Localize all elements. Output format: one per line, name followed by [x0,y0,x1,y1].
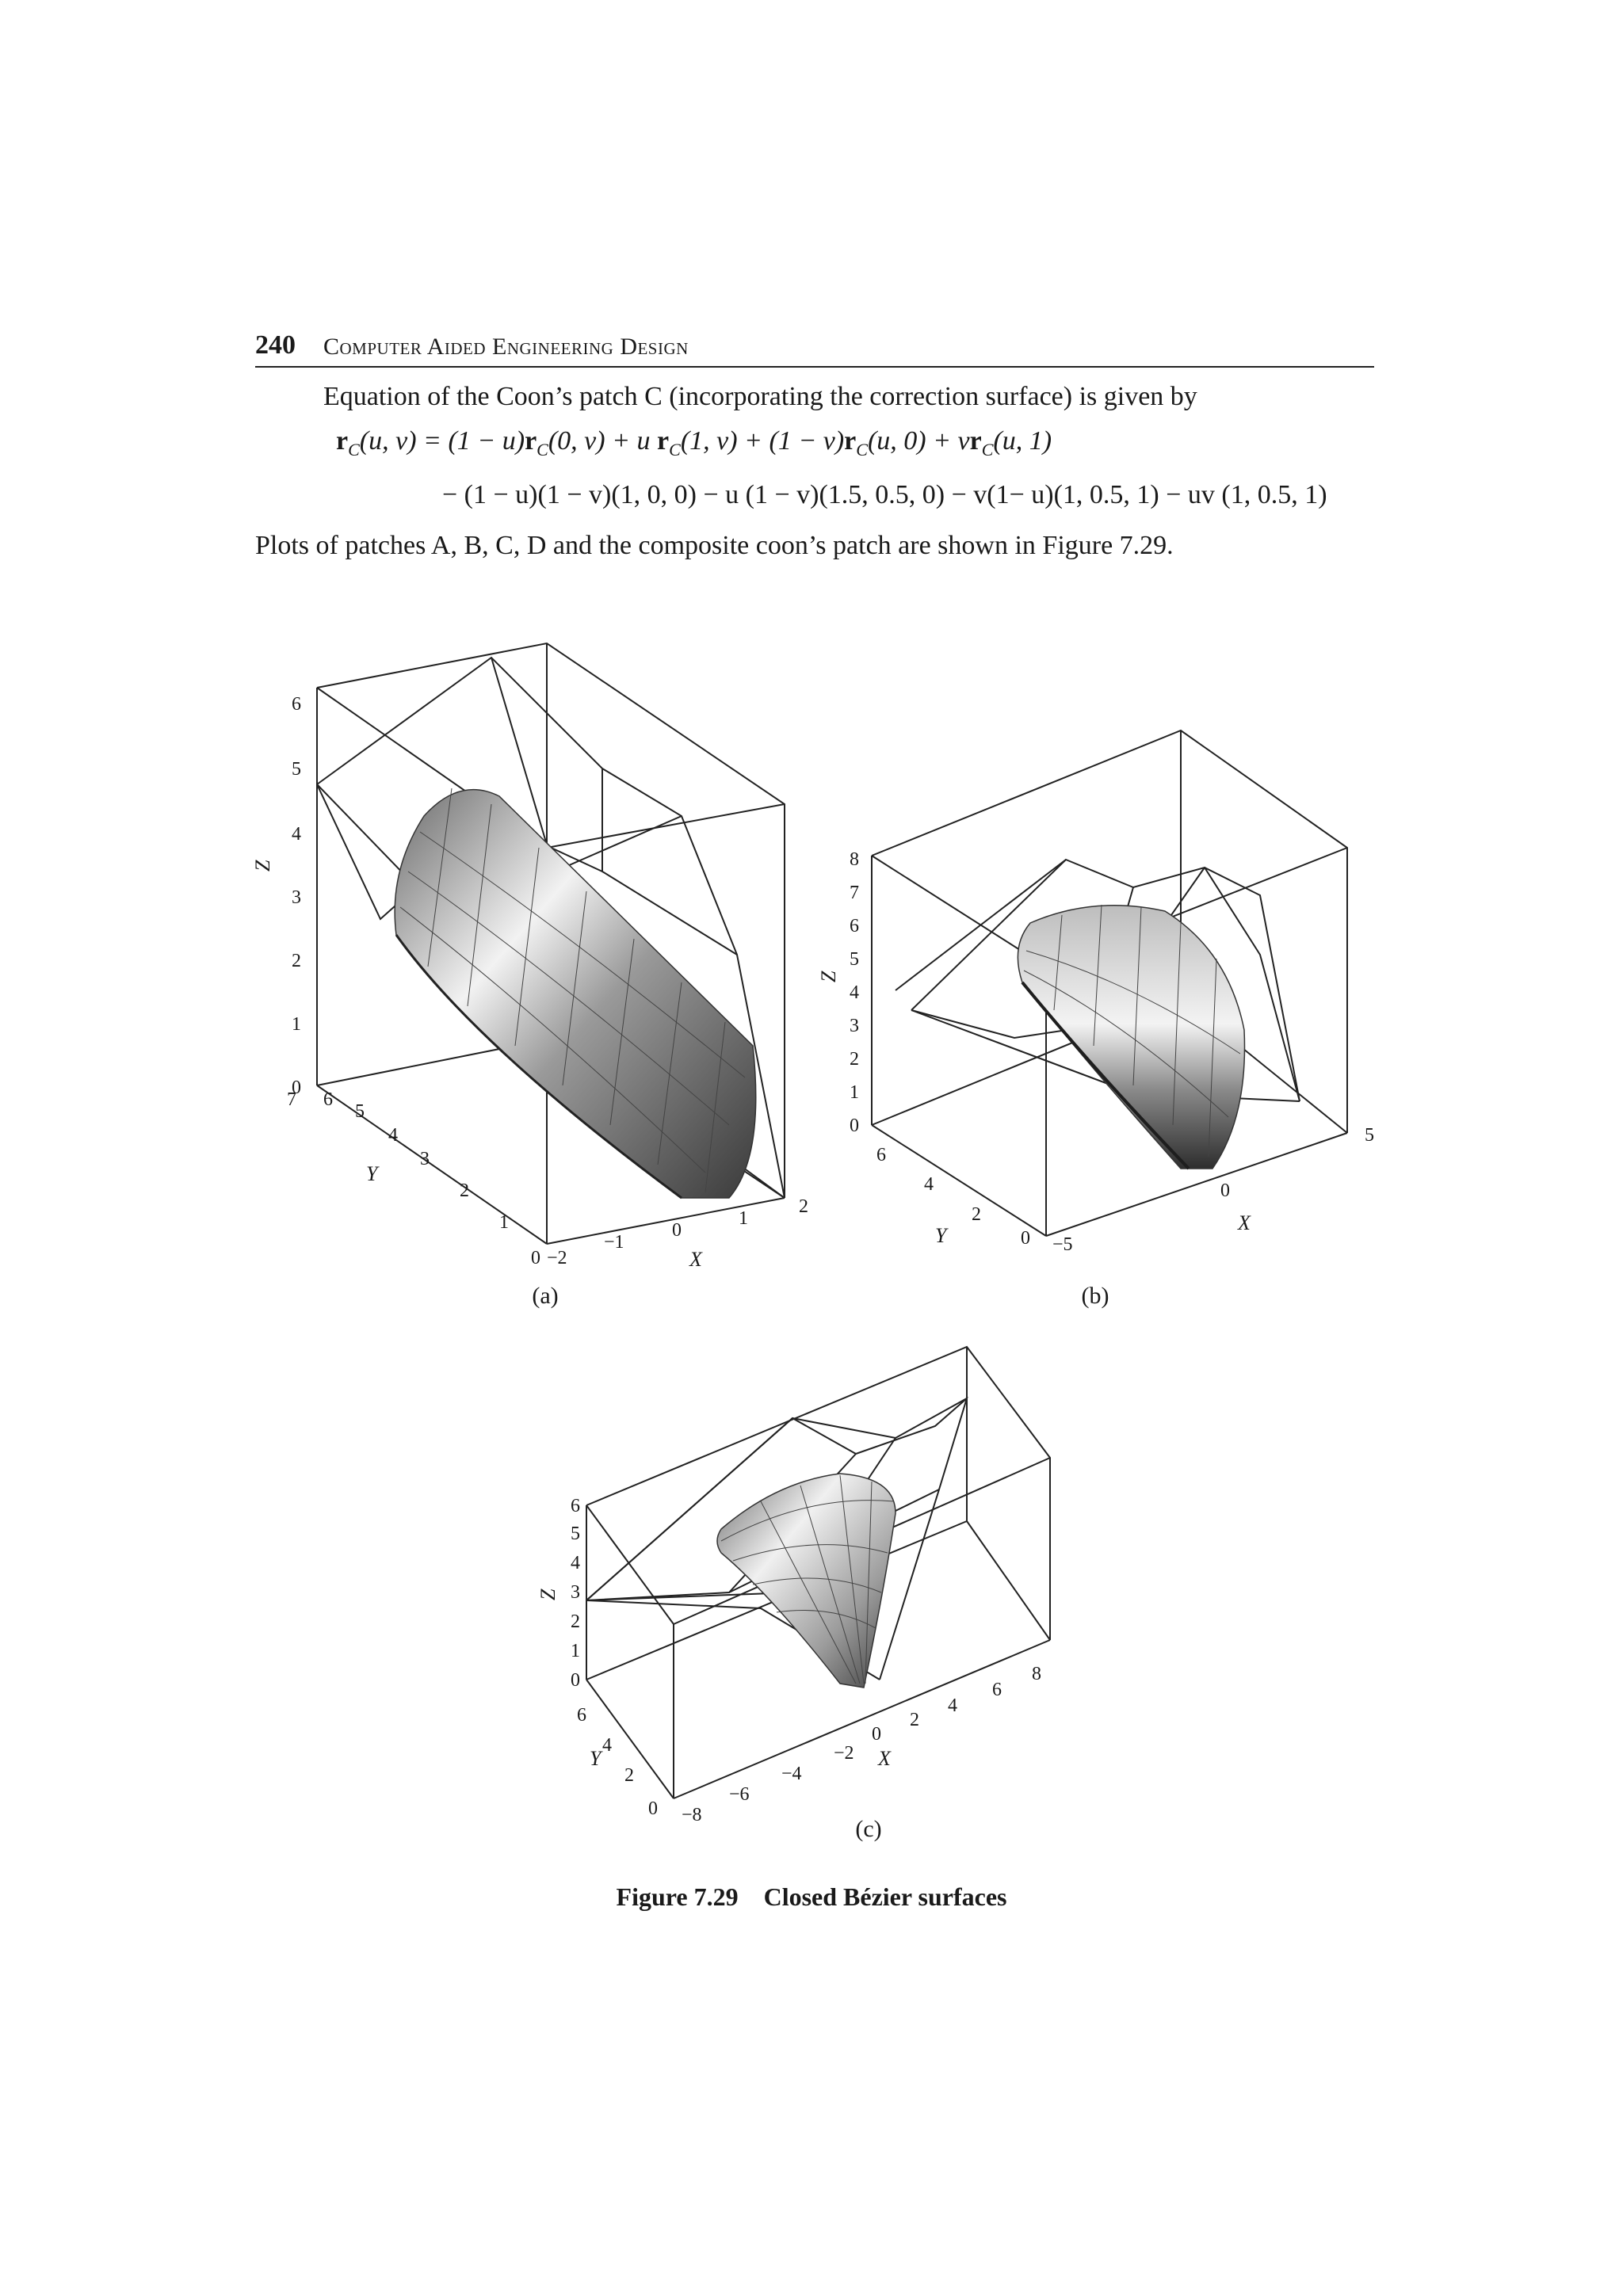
x-tick-b-1: 0 [1220,1180,1230,1201]
z-tick-b-6: 6 [850,916,859,936]
intro-paragraph: Equation of the Coon’s patch C (incorporating the correction surface) is given by [323,382,1197,411]
x-tick-c-1: −6 [729,1784,750,1805]
figure-panel-a [238,634,840,1315]
y-tick-a-2: 2 [460,1180,469,1201]
x-axis-label-c: X [878,1747,891,1770]
z-tick-b-0: 0 [850,1116,859,1136]
z-tick-b-3: 3 [850,1016,859,1036]
x-tick-a-0: −2 [547,1248,567,1268]
x-axis-label-b: X [1238,1211,1251,1234]
x-tick-a-2: 0 [672,1220,682,1241]
z-tick-b-2: 2 [850,1049,859,1070]
z-tick-a-3: 3 [292,887,301,908]
running-head: Computer Aided Engineering Design [323,334,689,360]
y-tick-a-5: 5 [355,1101,365,1122]
x-tick-c-4: 0 [872,1724,881,1745]
z-tick-c-2: 2 [571,1611,580,1632]
figure-panel-c [523,1331,1094,1854]
equation-line-1: $r_C(u$, $v) = (1 - u)r_C(0$, v) + u $r_C(1$, $v) + (1 - v)r_C(u$, $0) + vr_C(u$, 1) [336,426,1052,460]
x-tick-c-0: −8 [682,1805,702,1825]
y-tick-a-4: 4 [388,1125,398,1146]
x-tick-c-2: −4 [781,1764,802,1784]
header-rule [255,366,1374,368]
z-axis-label-b: Z [817,971,840,982]
page-number: 240 [255,330,296,360]
y-axis-label-c: Y [590,1747,601,1770]
y-axis-label-b: Y [935,1224,947,1247]
equation-line-2: − (1 − u)(1 − v)(1, 0, 0) − u (1 − v)(1.5, 0.5, 0) − v(1− u)(1, 0.5, 1) − uv (1, 0.5, 1) [442,480,1327,509]
x-tick-a-1: −1 [604,1232,624,1253]
x-tick-a-3: 1 [739,1208,748,1229]
z-tick-a-5: 5 [292,759,301,780]
y-tick-c-3: 6 [577,1705,586,1726]
x-tick-c-5: 2 [910,1710,919,1730]
x-tick-a-4: 2 [799,1196,808,1217]
z-tick-c-3: 3 [571,1582,580,1603]
z-tick-a-2: 2 [292,951,301,971]
x-tick-c-3: −2 [834,1743,854,1764]
panel-label-a: (a) [532,1283,559,1309]
z-tick-a-6: 6 [292,694,301,715]
z-tick-a-1: 1 [292,1014,301,1035]
z-axis-label-a: Z [251,860,274,871]
y-tick-b-2: 4 [924,1174,934,1195]
x-tick-c-6: 4 [948,1695,957,1716]
x-tick-c-7: 6 [992,1680,1002,1700]
x-axis-label-a: X [689,1248,702,1271]
z-tick-b-1: 1 [850,1082,859,1103]
y-tick-a-3: 3 [420,1149,430,1169]
y-axis-label-a: Y [366,1162,378,1185]
y-tick-c-2: 4 [602,1735,612,1756]
figure-caption: Figure 7.29 Closed Bézier surfaces [616,1882,1007,1911]
y-tick-b-1: 2 [972,1204,981,1225]
plots-sentence: Plots of patches A, B, C, D and the composite coon’s patch are shown in Figure 7.29. [255,531,1174,560]
y-tick-a-1: 1 [499,1212,509,1233]
surface-c [717,1474,896,1688]
z-tick-b-5: 5 [850,949,859,970]
surface-a [395,788,756,1198]
y-tick-c-1: 2 [624,1765,634,1786]
z-tick-c-1: 1 [571,1641,580,1661]
y-tick-b-0: 0 [1021,1228,1030,1249]
y-tick-b-3: 6 [876,1145,886,1165]
z-tick-b-7: 7 [850,883,859,903]
y-tick-a-6: 6 [323,1089,333,1110]
z-tick-c-0: 0 [571,1670,580,1691]
x-tick-b-0: −5 [1052,1234,1073,1255]
z-tick-c-6: 6 [571,1496,580,1516]
figure-panel-b [816,721,1419,1315]
z-tick-b-4: 4 [850,982,859,1003]
x-tick-b-2: 5 [1365,1125,1374,1146]
surface-b [1018,905,1244,1169]
z-tick-c-4: 4 [571,1553,580,1573]
x-tick-c-8: 8 [1032,1664,1041,1684]
panel-label-c: (c) [855,1816,882,1842]
panel-label-b: (b) [1081,1283,1109,1309]
z-tick-a-4: 4 [292,824,301,845]
y-tick-a-7: 7 [287,1089,296,1110]
z-axis-label-c: Z [537,1589,559,1600]
y-tick-a-0: 0 [531,1248,540,1268]
y-tick-c-0: 0 [648,1798,658,1819]
z-tick-c-5: 5 [571,1524,580,1544]
z-tick-a-0: 0 [292,1077,301,1098]
z-tick-b-8: 8 [850,849,859,870]
